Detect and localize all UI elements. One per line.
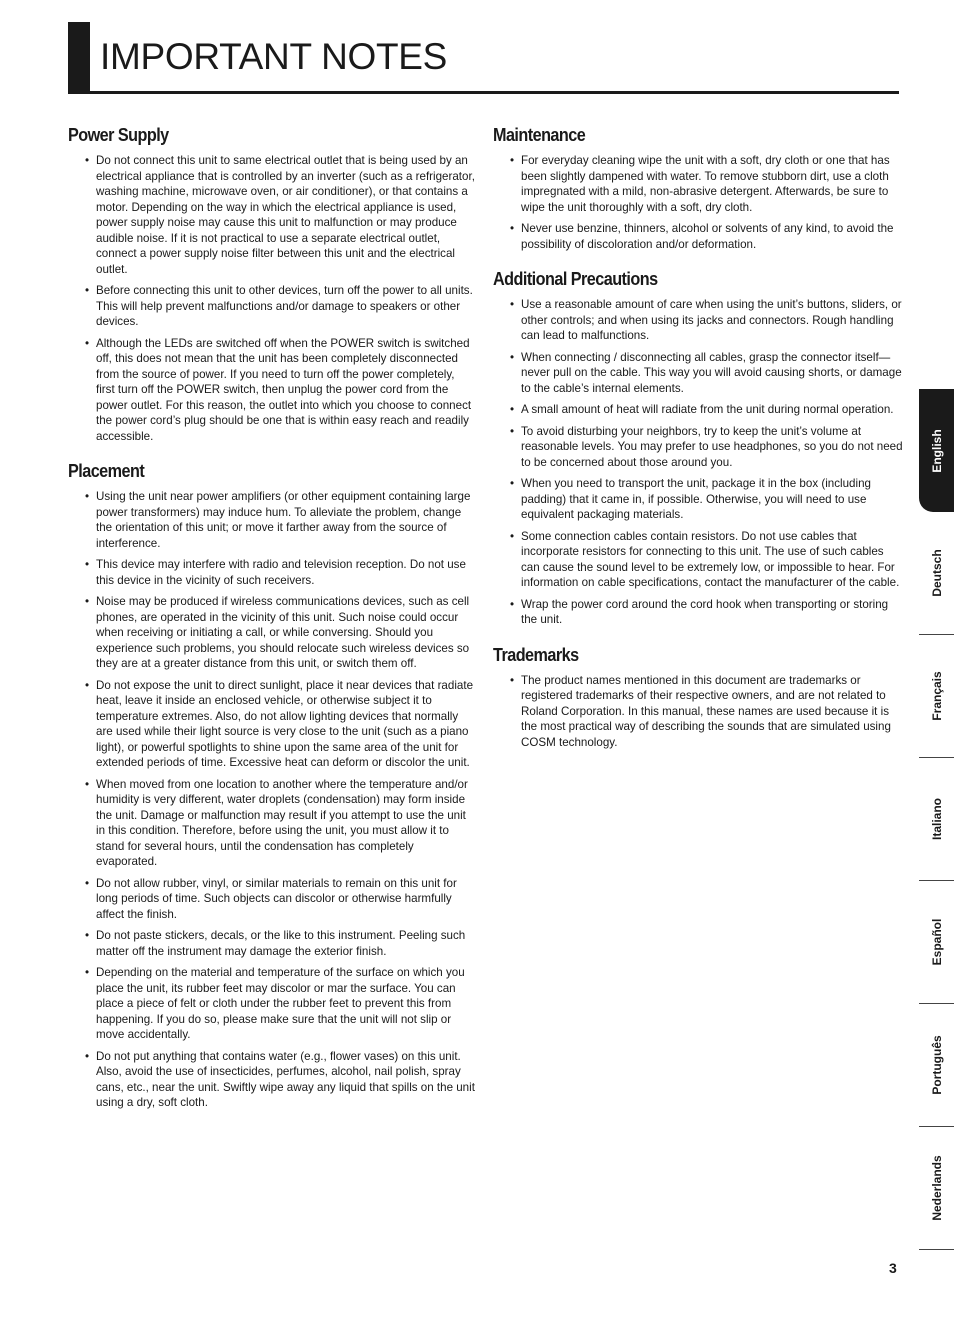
page-title: IMPORTANT NOTES (100, 36, 448, 77)
section-maintenance (493, 122, 903, 252)
tab-italiano[interactable] (919, 758, 954, 881)
bullet-list (68, 489, 476, 1111)
title-bar (68, 22, 899, 94)
bullet-list (493, 673, 903, 751)
section-placement (68, 458, 476, 1111)
list-item: • Use a reasonable amount of care when using the unit’s buttons, sliders, or other controls; and when using its jacks and connectors. Rough handling can lead to malfunctions. (493, 297, 903, 344)
section-trademarks (493, 642, 903, 751)
list-item: • Do not put anything that contains water (e.g., flower vases) on this unit. Also, avoid the use of insecticides, perfumes, alcohol, nail polish, spray cans, etc., near the unit. Swiftly wipe away any liquid that spills on the unit using a dry, soft cloth. (68, 1049, 476, 1111)
tab-label: Deutsch (929, 549, 944, 597)
tab-english[interactable] (919, 389, 954, 512)
tab-label: Português (929, 1035, 944, 1095)
bullet-list (493, 297, 903, 628)
list-item: • To avoid disturbing your neighbors, try to keep the unit’s volume at reasonable levels. You may prefer to use headphones, so you do not need to be concerned about those around you. (493, 424, 903, 471)
list-item: • Do not connect this unit to same electrical outlet that is being used by an electrical appliance that is controlled by an inverter (such as a refrigerator, washing machine, microwave oven, or air conditioner), or that contains a motor. Depending on the way in which the electrical appliance is used, power supply noise may cause this unit to malfunction or may produce audible noise. If it is not practical to use a separate electrical outlet, connect a power supply noise filter between this unit and the electrical outlet. (68, 153, 476, 277)
title-accent-block (68, 22, 90, 91)
page-number: 3 (889, 1260, 897, 1276)
section-additional-precautions (493, 266, 903, 628)
list-item: • Do not expose the unit to direct sunlight, place it near devices that radiate heat, leave it inside an enclosed vehicle, or otherwise subject it to temperature extremes. Also, do not allow lighting devices that normally are used while their light source is very close to the unit (such as a piano light), or powerful spotlights to shine upon the same area of the unit for extended periods of time. Excessive heat can deform or discolor the unit. (68, 678, 476, 771)
list-item: • For everyday cleaning wipe the unit with a soft, dry cloth or one that has been slightly dampened with water. To remove stubborn dirt, use a cloth impregnated with a mild, non-abrasive detergent. Afterwards, be sure to wipe the unit thoroughly with a soft, dry cloth. (493, 153, 903, 215)
section-power-supply (68, 122, 476, 444)
tab-espanol[interactable] (919, 881, 954, 1004)
section-heading: Power Supply (68, 125, 169, 145)
section-heading: Trademarks (493, 644, 579, 665)
section-heading: Maintenance (493, 125, 586, 145)
tab-label: Nederlands (929, 1155, 944, 1221)
right-column (493, 122, 903, 764)
tab-francais[interactable] (919, 635, 954, 758)
section-heading: Additional Precautions (493, 269, 658, 289)
list-item: • When you need to transport the unit, package it in the box (including padding) that it came in, if possible. Otherwise, you will need to use equivalent packaging materials. (493, 476, 903, 523)
list-item: • Noise may be produced if wireless communications devices, such as cell phones, are operated in the vicinity of this unit. Such noise could occur when receiving or initiating a call, or while conversing. Should you experience such problems, you should relocate such wireless devices so they are at a greater distance from this unit, or switch them off. (68, 594, 476, 672)
list-item: • Although the LEDs are switched off when the POWER switch is switched off, this does not mean that the unit has been completely disconnected from the source of power. If you need to turn off the power completely, first turn off the POWER switch, then unplug the power cord from the power outlet. For this reason, the outlet into which you choose to connect the power cord’s plug should be one that is within easy reach and readily accessible. (68, 336, 476, 445)
list-item: • This device may interfere with radio and television reception. Do not use this device in the vicinity of such receivers. (68, 557, 476, 588)
tab-label: Español (929, 918, 944, 966)
tab-deutsch[interactable] (919, 512, 954, 635)
tab-portugues[interactable] (919, 1004, 954, 1127)
list-item: • The product names mentioned in this document are trademarks or registered trademarks of their respective owners, and are not related to Roland Corporation. In this manual, these names are used because it is the most practical way of describing the sounds that are simulated using COSM technology. (493, 673, 903, 751)
list-item: • Do not paste stickers, decals, or the like to this instrument. Peeling such matter off the instrument may damage the exterior finish. (68, 928, 476, 959)
bullet-list (68, 153, 476, 444)
language-tabs (919, 389, 954, 1249)
bullet-list (493, 153, 903, 252)
list-item: • Some connection cables contain resistors. Do not use cables that incorporate resistors for connecting to this unit. The use of such cables can cause the sound level to be extremely low, or impossible to hear. For information on cable specifications, contact the manufacturer of the cable. (493, 529, 903, 591)
tab-label: Italiano (929, 797, 944, 841)
tab-label: English (929, 428, 944, 473)
list-item: • When connecting / disconnecting all cables, grasp the connector itself—never pull on the cable. This way you will avoid causing shorts, or damage to the cable’s internal elements. (493, 350, 903, 397)
left-column (68, 122, 476, 1125)
list-item: • Depending on the material and temperature of the surface on which you place the unit, its rubber feet may discolor or mar the surface. You can place a piece of felt or cloth under the rubber feet to prevent this from happening. If you do so, please make sure that the unit will not slip or move accidentally. (68, 965, 476, 1043)
list-item: • Using the unit near power amplifiers (or other equipment containing large power transformers) may induce hum. To alleviate the problem, change the orientation of this unit; or move it farther away from the source of interference. (68, 489, 476, 551)
list-item: • Never use benzine, thinners, alcohol or solvents of any kind, to avoid the possibility of discoloration and/or deformation. (493, 221, 903, 252)
list-item: • Do not allow rubber, vinyl, or similar materials to remain on this unit for long periods of time. Such objects can discolor or otherwise harmfully affect the finish. (68, 876, 476, 923)
list-item: • When moved from one location to another where the temperature and/or humidity is very different, water droplets (condensation) may form inside the unit. Damage or malfunction may result if you attempt to use the unit in this condition. Therefore, before using the unit, you must allow it to stand for several hours, until the condensation has completely evaporated. (68, 777, 476, 870)
list-item: • A small amount of heat will radiate from the unit during normal operation. (493, 402, 903, 418)
section-heading: Placement (68, 461, 145, 481)
list-item: • Wrap the power cord around the cord hook when transporting or storing the unit. (493, 597, 903, 628)
tab-nederlands[interactable] (919, 1127, 954, 1250)
list-item: • Before connecting this unit to other devices, turn off the power to all units. This will help prevent malfunctions and/or damage to speakers or other devices. (68, 283, 476, 330)
tab-label: Français (929, 671, 944, 721)
